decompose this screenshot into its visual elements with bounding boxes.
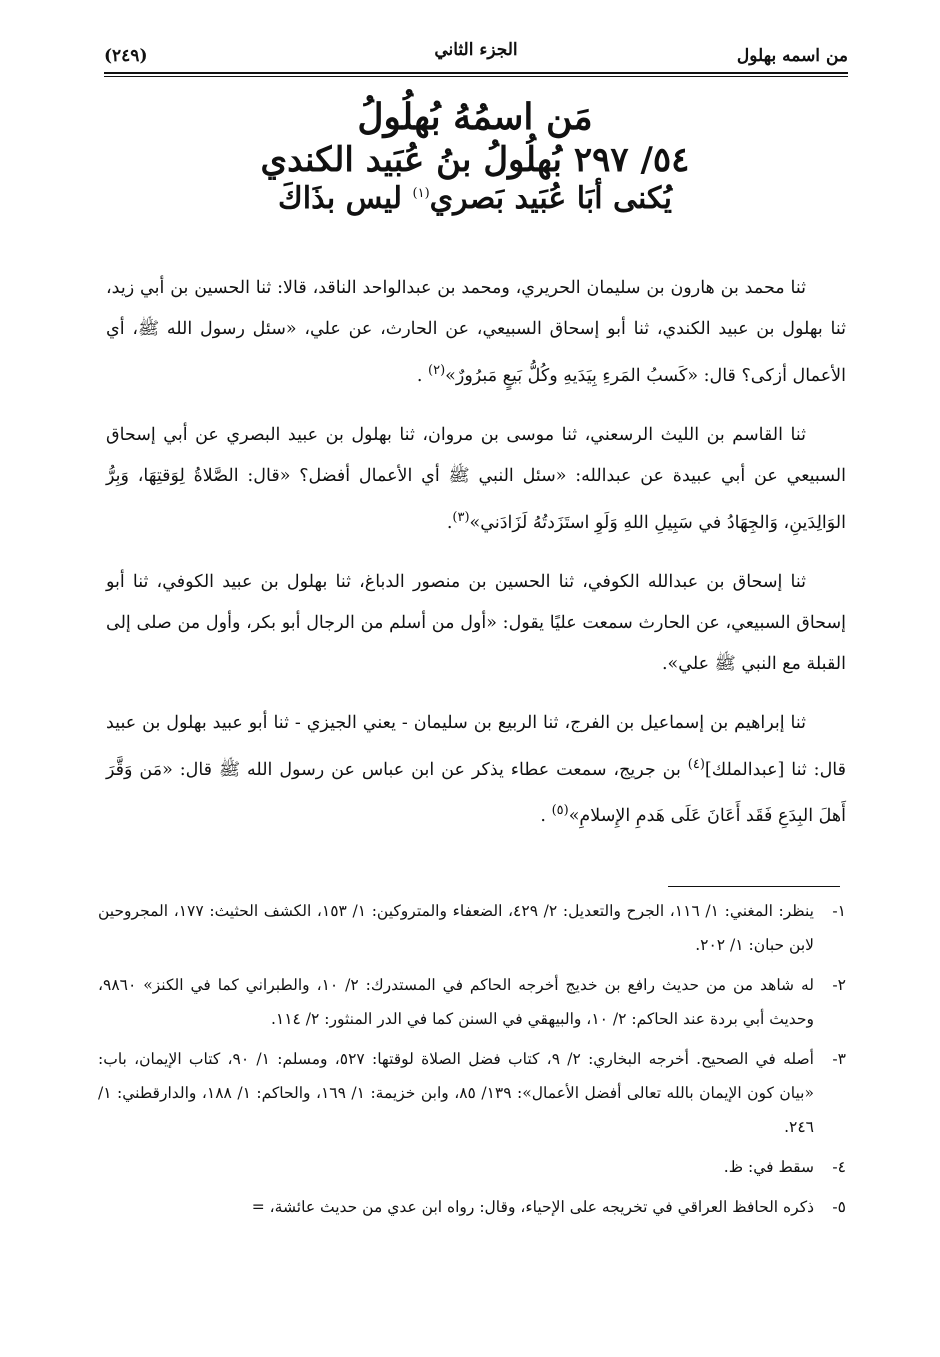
footnote [98, 1190, 846, 1224]
footnote [98, 1042, 846, 1144]
paragraph: ثنا محمد بن هارون بن سليمان الحريري، ومحمد بن عبدالواحد الناقد، قالا: ثنا الحسين بن أبي زيد، ثنا بهلول بن عبيد الكندي، ثنا أبو إسحاق السبيعي، عن الحارث، عن علي، «سئل رسول الله ﷺ، أي الأعمال أزكى؟ قال: «كَسبُ المَرءِ بِيَدَيهِ وكُلُّ بَيعٍ مَبرُورٌ»$^{(٢)}$ . [106, 278, 846, 386]
running-header [104, 28, 848, 72]
entry-subheading-main: يُكنى أبَا عُبَيد بَصري [429, 181, 672, 217]
header-page-number: (٢٤٩) [104, 46, 148, 66]
entry-heading: ٥٤/ ٢٩٧ بُهلُولُ بنُ عُبَيد الكندي [260, 139, 690, 180]
footnote [98, 1150, 846, 1184]
footnotes [98, 894, 846, 1230]
footnote-ref: (١) [412, 186, 430, 202]
header-rule [104, 72, 848, 77]
entry-subheading [120, 181, 830, 218]
section-title: مَن اسمُهُ بُهلُولُ [357, 96, 593, 138]
footnote-number: ٥- [832, 1198, 846, 1216]
footnote-text: ينظر: المغني: ١/ ١١٦، الجرح والتعديل: ٢/ ٤٢٩، الضعفاء والمتروكين: ١/ ١٥٣، الكشف الحثيث: ١٧٧، المجروحين لابن حبان: ١/ ٢٠٢. [98, 902, 814, 954]
entry-subheading-rest: ليس بذَاكَ [278, 181, 403, 217]
footnote-text: أصله في الصحيح. أخرجه البخاري: ٢/ ٩، كتاب فضل الصلاة لوقتها: ٥٢٧، ومسلم: ١/ ٩٠، كتاب الإيمان، باب: «بيان كون الإيمان بالله تعالى أفضل الأعمال»: ١٣٩/ ٨٥، وابن خزيمة: ١/ ١٦٩، والحاكم: ١/ ١٨٨، والدارقطني: ١/ ٢٤٦. [98, 1050, 814, 1136]
footnote-ref: (٣) [452, 509, 470, 525]
entry-titles [120, 96, 830, 218]
footnote-ref: (٥) [551, 803, 569, 819]
footnote [98, 968, 846, 1036]
paragraph: ثنا القاسم بن الليث الرسعني، ثنا موسى بن مروان، ثنا بهلول بن عبيد البصري عن أبي إسحاق السبيعي عن أبي عبيدة عن عبدالله: «سئل النبي ﷺ أي الأعمال أفضل؟ «قال: الصَّلاةُ لِوَقتِهَا، وَبِرُّ الوَالِدَينِ، وَالجِهَادُ في سَبِيلِ اللهِ وَلَوِ استَزَدتُهُ لَزَادَني»$^{(٣)}$. [106, 424, 846, 533]
footnote-number: ١- [832, 902, 846, 920]
footnote-ref: (٢) [428, 363, 446, 378]
paragraph: ثنا إبراهيم بن إسماعيل بن الفرج، ثنا الربيع بن سليمان - يعني الجيزي - ثنا أبو عبيد بهلول بن عبيد قال: ثنا [عبدالملك]$^{(٤)}$ بن جريج، سمعت عطاء يذكر عن ابن عباس عن رسول الله ﷺ قال: «مَن وَقَّرَ أَهلَ البِدَعِ فَقَد أَعَانَ عَلَى هَدمِ الإِسلامِ»$^{(٥)}$ . [106, 712, 846, 827]
body-text [106, 268, 846, 855]
footnote [98, 894, 846, 962]
footnote-number: ٣- [832, 1050, 846, 1068]
footnote-number: ٤- [832, 1158, 846, 1176]
footnote-ref: (٤) [687, 756, 705, 772]
footnote-number: ٢- [832, 976, 846, 994]
footnote-separator [668, 886, 840, 887]
footnote-text: سقط في: ظ. [723, 1158, 814, 1176]
header-volume: الجزء الثاني [434, 40, 518, 60]
header-book-section: من اسمه بهلول [736, 46, 848, 66]
footnote-text: له شاهد من من حديث رافع بن خديج أخرجه الحاكم في المستدرك: ٢/ ١٠، والطبراني كما في الكنز» ٩٨٦٠، وحديث أبي بردة عند الحاكم: ٢/ ١٠، والبيهقي في السنن كما في الدر المنثور: ٢/ ١١٤. [98, 976, 814, 1028]
paragraph: ثنا إسحاق بن عبدالله الكوفي، ثنا الحسين بن منصور الدباغ، ثنا بهلول بن عبيد الكوفي، ثنا أبو إسحاق السبيعي، عن الحارث سمعت عليًا يقول: «أول من أسلم من الرجال أبو بكر، وأول من صلى إلى القبلة مع النبي ﷺ علي». [106, 571, 846, 674]
footnote-text: ذكره الحافظ العراقي في تخريجه على الإحياء، وقال: رواه ابن عدي من حديث عائشة، = [251, 1198, 814, 1216]
